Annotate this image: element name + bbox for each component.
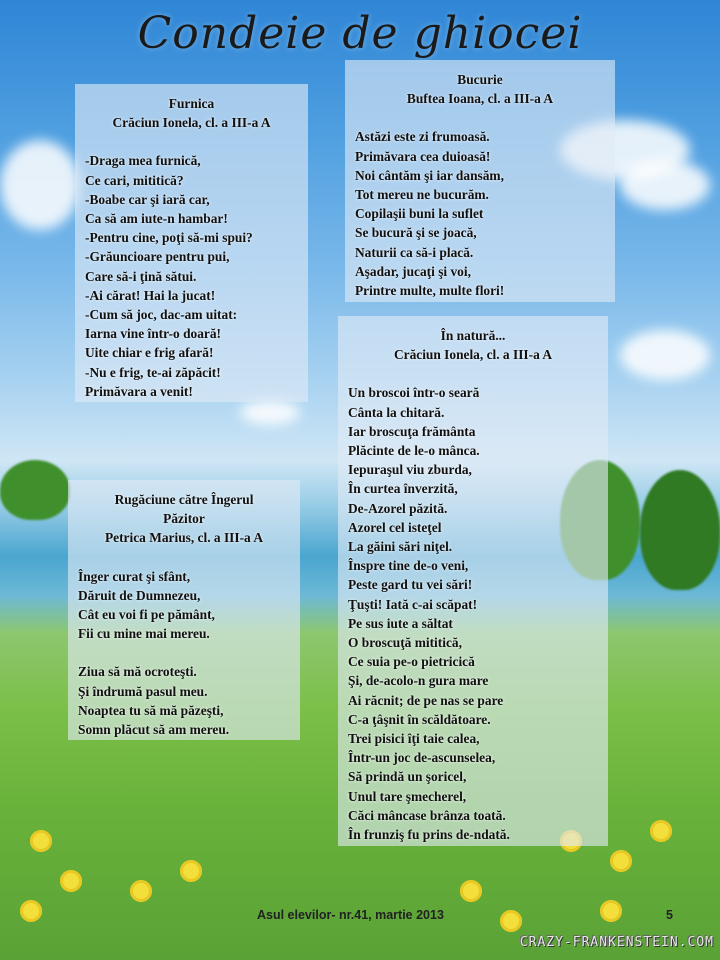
poem-line: Cânta la chitară. (348, 404, 445, 420)
page-number: 5 (666, 908, 673, 922)
poem-title-cont: Păzitor (163, 511, 205, 527)
poem-title: Bucurie (457, 72, 503, 87)
poem-line: Somn plăcut să am mereu. (78, 722, 230, 738)
poem-stanza-2 (78, 662, 290, 739)
poem-line: În curtea înverzită, (348, 481, 458, 497)
poem-line: -Pentru cine, poţi să-mi spui? (85, 230, 253, 246)
poem-line: Şi, de-acolo-n gura mare (348, 673, 489, 689)
poem-line: Copilaşii buni la suflet (355, 206, 484, 222)
poem-line: Tot mereu ne bucurăm. (355, 187, 489, 203)
poem-line: Astăzi este zi frumoasă. (355, 129, 490, 145)
poem-author: Petrica Marius, cl. a III-a A (104, 530, 264, 546)
flower (600, 900, 622, 922)
poem-line: Să prindă un şoricel, (348, 769, 467, 785)
poem-line: În frunziş fu prins de-ndată. (348, 827, 510, 843)
poem-line: Aşadar, jucaţi şi voi, (355, 263, 471, 279)
poem-in-natura (338, 316, 608, 846)
poem-author: Crăciun Ionela, cl. a III-a A (393, 347, 553, 363)
poem-line: Azorel cel isteţel (348, 519, 442, 535)
poem-line: Căci mâncase brânza toată. (348, 807, 506, 823)
poem-lines (85, 151, 298, 401)
poem-line: Înger curat şi sfânt, (78, 568, 191, 584)
flower (610, 850, 632, 872)
poem-line: Plăcinte de le-o mânca. (348, 443, 480, 459)
poem-line: O broscuţă mititică, (348, 635, 462, 651)
poem-line: Iar broscuţa frământa (348, 423, 476, 439)
poem-line: -Draga mea furnică, (85, 153, 201, 169)
flower (60, 870, 82, 892)
poem-line: Ce suia pe-o pietricică (348, 654, 475, 670)
flower (130, 880, 152, 902)
cloud (240, 400, 300, 425)
poem-line: Ce cari, mititică? (85, 172, 184, 188)
poem-line: Ai răcnit; de pe nas se pare (348, 692, 504, 708)
poem-line: Ţuşti! Iată c-ai scăpat! (348, 596, 478, 612)
poem-line: Printre multe, multe flori! (355, 283, 505, 299)
poem-line: Noi cântăm şi iar dansăm, (355, 167, 504, 183)
poem-line: Peste gard tu vei sări! (348, 577, 473, 593)
cloud (620, 160, 710, 210)
poem-line: Unul tare şmecherel, (348, 788, 467, 804)
poem-rugaciune (68, 480, 300, 740)
poem-title: Rugăciune către Îngerul (114, 492, 254, 507)
poem-line: Pe sus iute a săltat (348, 615, 453, 631)
poem-line: De-Azorel păzită. (348, 500, 448, 516)
flower (500, 910, 522, 932)
tree (640, 470, 720, 590)
poem-line: Într-un joc de-ascunselea, (348, 750, 496, 766)
poem-bucurie (345, 60, 615, 302)
footer-issue: Asul elevilor- nr.41, martie 2013 (257, 908, 444, 922)
poem-line: Cât eu voi fi pe pământ, (78, 607, 215, 623)
poem-line: Iepuraşul viu zburda, (348, 462, 472, 478)
poem-line: Care să-i ţină sătui. (85, 268, 197, 284)
flower (20, 900, 42, 922)
poem-author: Buftea Ioana, cl. a III-a A (406, 91, 554, 107)
cloud (0, 140, 80, 230)
poem-line: Noaptea tu să mă păzeşti, (78, 702, 224, 718)
poem-line: -Boabe car şi iară car, (85, 191, 210, 207)
poem-line: -Nu e frig, te-ai zăpăcit! (85, 364, 221, 380)
poem-line: Înspre tine de-o veni, (348, 558, 469, 574)
poem-line: -Cum să joc, dac-am uitat: (85, 307, 238, 323)
poem-line: Uite chiar e frig afară! (85, 345, 214, 361)
poem-line: Naturii ca să-i placă. (355, 244, 474, 260)
tree (0, 460, 70, 520)
poem-line: Ziua să mă ocroteşti. (78, 664, 197, 680)
poem-line: Trei pisici îţi taie calea, (348, 731, 480, 747)
poem-line: Iarna vine într-o doară! (85, 326, 222, 342)
poem-line: Fii cu mine mai mereu. (78, 626, 210, 642)
poem-line: Primăvara a venit! (85, 383, 193, 399)
watermark: CRAZY-FRANKENSTEIN.COM (519, 935, 714, 950)
poem-furnica (75, 84, 308, 402)
poem-lines (355, 127, 605, 300)
poem-stanza-1 (78, 567, 290, 644)
poem-line: -Ai cărat! Hai la jucat! (85, 287, 216, 303)
cloud (620, 330, 710, 380)
poem-line: Un broscoi într-o seară (348, 385, 480, 401)
poem-line: Şi îndrumă pasul meu. (78, 683, 208, 699)
poem-line: La găini sări niţel. (348, 539, 453, 555)
poem-line: Dăruit de Dumnezeu, (78, 587, 201, 603)
poem-line: C-a ţâşnit în scăldătoare. (348, 711, 491, 727)
poem-line: -Grăuncioare pentru pui, (85, 249, 230, 265)
flower (460, 880, 482, 902)
poem-author: Crăciun Ionela, cl. a III-a A (112, 115, 271, 131)
poem-line: Ca să am iute-n hambar! (85, 211, 228, 227)
poem-lines (348, 383, 598, 844)
poem-line: Primăvara cea duioasă! (355, 148, 491, 164)
poem-line: Se bucură şi se joacă, (355, 225, 477, 241)
page-title: Condeie de ghiocei (137, 8, 583, 59)
poem-title: În natură... (440, 328, 506, 343)
poem-title: Furnica (168, 96, 215, 111)
flower (180, 860, 202, 882)
flower (30, 830, 52, 852)
flower (650, 820, 672, 842)
